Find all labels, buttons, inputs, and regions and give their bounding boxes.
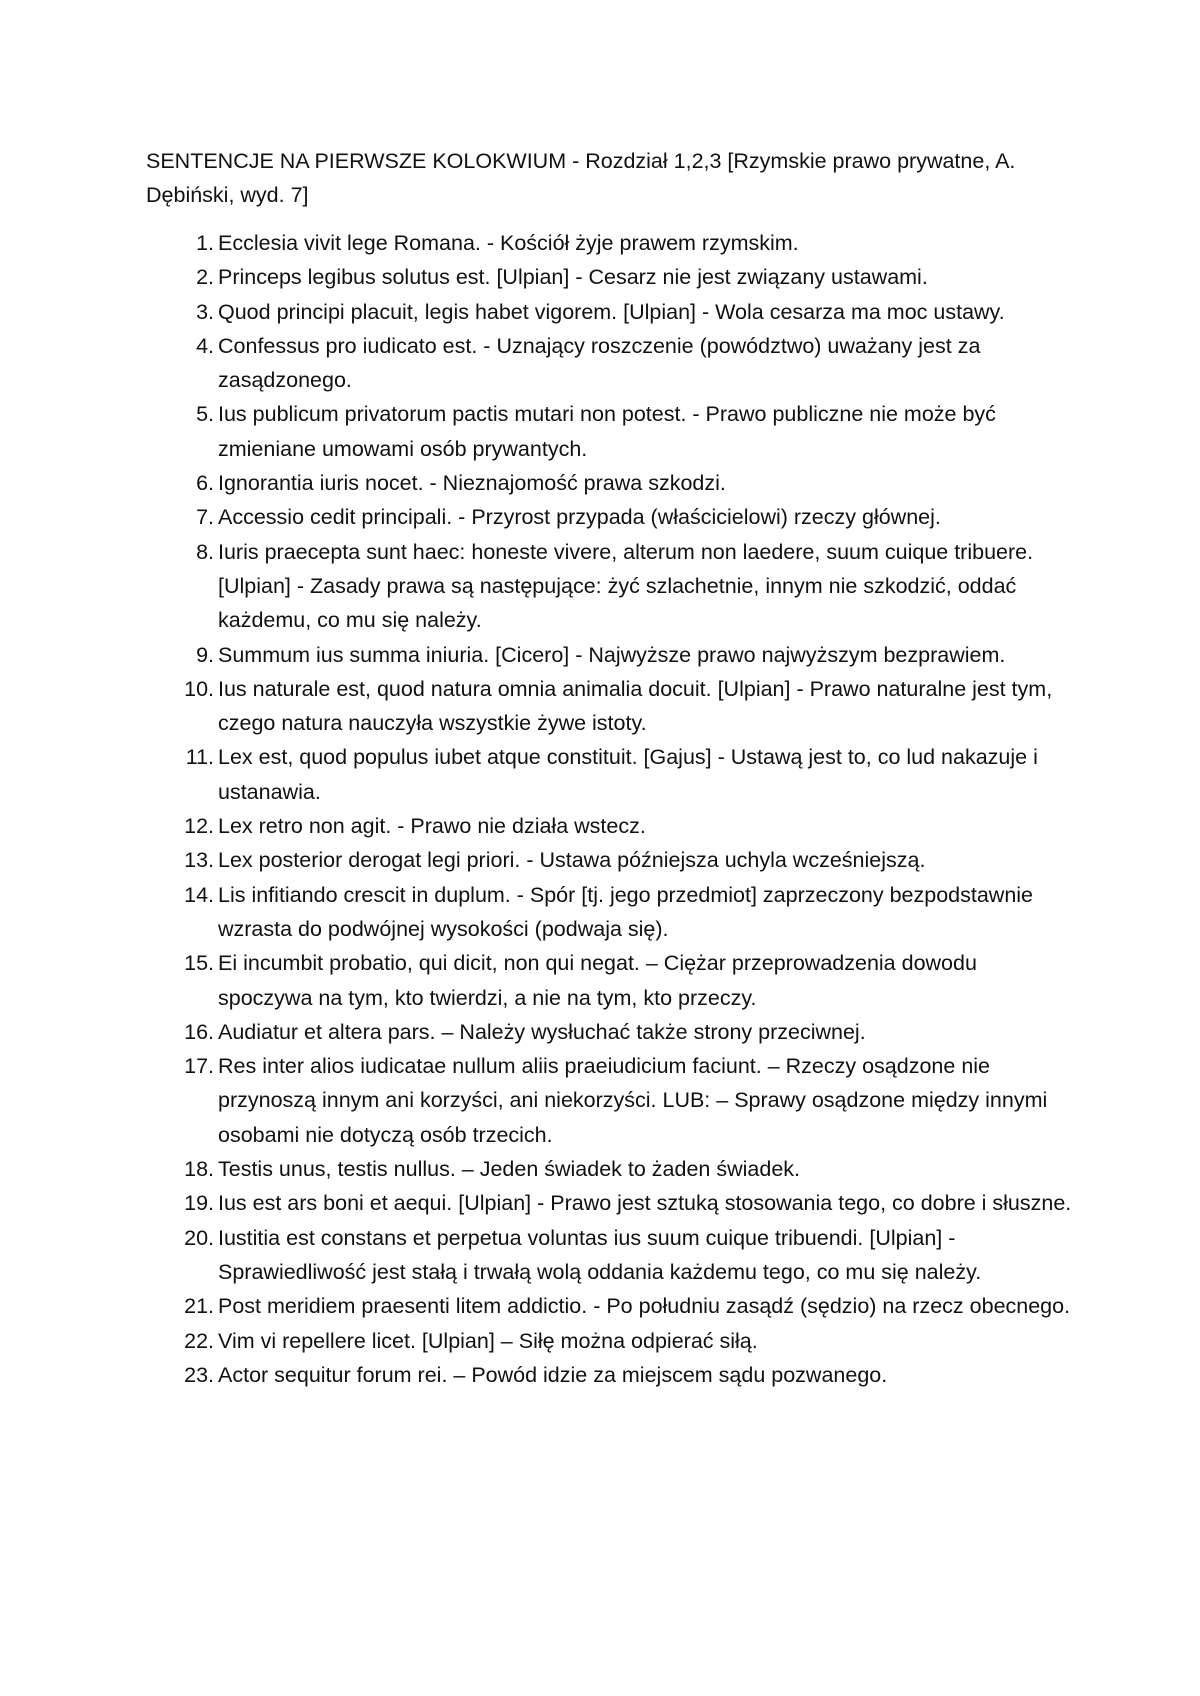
list-item-number: 9. xyxy=(196,642,214,667)
list-item xyxy=(146,466,1076,500)
list-item-text: Quod principi placuit, legis habet vigorem. [Ulpian] - Wola cesarza ma moc ustawy. xyxy=(218,299,1005,324)
list-item-text: Lis infitiando crescit in duplum. - Spór [tj. jego przedmiot] zaprzeczony bezpodstawnie wzrasta do podwójnej wysokości (podwaja się). xyxy=(218,882,1034,941)
list-item-text: Ecclesia vivit lege Romana. - Kościół żyje prawem rzymskim. xyxy=(218,231,799,255)
list-item-text: Accessio cedit principali. - Przyrost przypada (właścicielowi) rzeczy głównej. xyxy=(218,505,941,530)
document-title-line-1: SENTENCJE NA PIERWSZE KOLOKWIUM - Rozdział 1,2,3 [Rzymskie prawo prywatne, A. xyxy=(146,149,1016,173)
document-title xyxy=(146,144,1066,212)
list-item xyxy=(146,740,1076,809)
list-item-number: 1. xyxy=(196,231,214,255)
list-item-number: 12. xyxy=(184,814,214,839)
list-item-number: 18. xyxy=(184,1157,214,1182)
list-item xyxy=(146,878,1076,947)
list-item-number: 19. xyxy=(184,1191,214,1216)
list-item-text: Actor sequitur forum rei. – Powód idzie za miejscem sądu pozwanego. xyxy=(218,1362,888,1387)
list-item-text: Audiatur et altera pars. – Należy wysłuchać także strony przeciwnej. xyxy=(218,1019,866,1044)
list-item-text: Lex posterior derogat legi priori. - Ustawa późniejsza uchyla wcześniejszą. xyxy=(218,848,926,873)
list-item-number: 16. xyxy=(184,1019,214,1044)
list-item-number: 22. xyxy=(184,1328,214,1353)
list-item-text: Iuris praecepta sunt haec: honeste vivere, alterum non laedere, suum cuique tribuere. [Ulpian] - Zasady prawa są następujące: żyć szlachetnie, innym nie szkodzić, oddać każdemu, co mu się należy. xyxy=(218,539,1034,633)
list-item-number: 23. xyxy=(184,1362,214,1387)
list-item-text: Res inter alios iudicatae nullum aliis praeiudicium faciunt. – Rzeczy osądzone nie przynoszą innym ani korzyści, ani niekorzyści. LUB: – Sprawy osądzone między innymi osobami nie dotyczą osób trzecich. xyxy=(218,1054,1048,1147)
list-item xyxy=(146,260,1076,294)
list-item-number: 10. xyxy=(184,676,214,701)
list-item xyxy=(146,1221,1076,1290)
list-item xyxy=(146,672,1076,741)
list-item-number: 14. xyxy=(184,882,214,907)
list-item-number: 4. xyxy=(196,333,214,358)
list-item-text: Ei incumbit probatio, qui dicit, non qui negat. – Ciężar przeprowadzenia dowodu spoczywa na tym, kto twierdzi, a nie na tym, kto przeczy. xyxy=(218,951,977,1010)
list-item-number: 3. xyxy=(196,299,214,324)
list-item xyxy=(146,1186,1076,1220)
list-item-number: 2. xyxy=(196,265,214,290)
list-item-text: Princeps legibus solutus est. [Ulpian] - Cesarz nie jest związany ustawami. xyxy=(218,265,928,290)
list-item-number: 6. xyxy=(196,471,214,496)
list-item-text: Iustitia est constans et perpetua voluntas ius suum cuique tribuendi. [Ulpian] - Sprawiedliwość jest stałą i trwałą wolą oddania każdemu tego, co mu się należy. xyxy=(218,1225,982,1284)
list-item xyxy=(146,843,1076,877)
list-item-text: Lex retro non agit. - Prawo nie działa wstecz. xyxy=(218,814,646,839)
list-item-number: 5. xyxy=(196,402,214,427)
list-item xyxy=(146,397,1076,466)
list-item-number: 13. xyxy=(184,848,214,873)
list-item-number: 17. xyxy=(184,1054,214,1079)
list-item xyxy=(146,1015,1076,1049)
list-item xyxy=(146,295,1076,329)
list-item xyxy=(146,638,1076,672)
list-item-number: 15. xyxy=(184,951,214,976)
list-item-text: Ius publicum privatorum pactis mutari non potest. - Prawo publiczne nie może być zmieniane umowami osób prywantych. xyxy=(218,402,996,461)
list-item xyxy=(146,1152,1076,1186)
list-item-number: 7. xyxy=(196,505,214,530)
list-item-number: 21. xyxy=(184,1294,214,1319)
list-item xyxy=(146,535,1076,638)
list-item-text: Testis unus, testis nullus. – Jeden świadek to żaden świadek. xyxy=(218,1157,801,1182)
list-item-text: Vim vi repellere licet. [Ulpian] – Siłę można odpierać siłą. xyxy=(218,1328,758,1353)
list-item xyxy=(146,329,1076,398)
list-item xyxy=(146,809,1076,843)
list-item-text: Confessus pro iudicato est. - Uznający roszczenie (powództwo) uważany jest za zasądzonego. xyxy=(218,333,981,393)
list-item-text: Ius naturale est, quod natura omnia animalia docuit. [Ulpian] - Prawo naturalne jest tym, czego natura nauczyła wszystkie żywe istoty. xyxy=(218,676,1053,736)
list-item xyxy=(146,500,1076,534)
list-item xyxy=(146,1324,1076,1358)
list-item xyxy=(146,946,1076,1015)
list-item-number: 20. xyxy=(184,1225,214,1250)
sentence-list xyxy=(146,226,1076,1392)
list-item-text: Lex est, quod populus iubet atque constituit. [Gajus] - Ustawą jest to, co lud nakazuje i ustanawia. xyxy=(218,745,1038,804)
list-item xyxy=(146,1289,1076,1323)
list-item-number: 11. xyxy=(185,745,214,770)
list-item-text: Summum ius summa iniuria. [Cicero] - Najwyższe prawo najwyższym bezprawiem. xyxy=(218,642,1006,667)
list-item-text: Post meridiem praesenti litem addictio. - Po południu zasądź (sędzio) na rzecz obecnego. xyxy=(218,1294,1071,1319)
document-title-line-2: Dębiński, wyd. 7] xyxy=(146,183,309,207)
list-item xyxy=(146,1358,1076,1392)
list-item-text: Ius est ars boni et aequi. [Ulpian] - Prawo jest sztuką stosowania tego, co dobre i słuszne. xyxy=(218,1191,1072,1216)
list-item-number: 8. xyxy=(196,539,214,564)
list-item xyxy=(146,226,1076,260)
list-item xyxy=(146,1049,1076,1152)
list-item-text: Ignorantia iuris nocet. - Nieznajomość prawa szkodzi. xyxy=(218,471,726,496)
